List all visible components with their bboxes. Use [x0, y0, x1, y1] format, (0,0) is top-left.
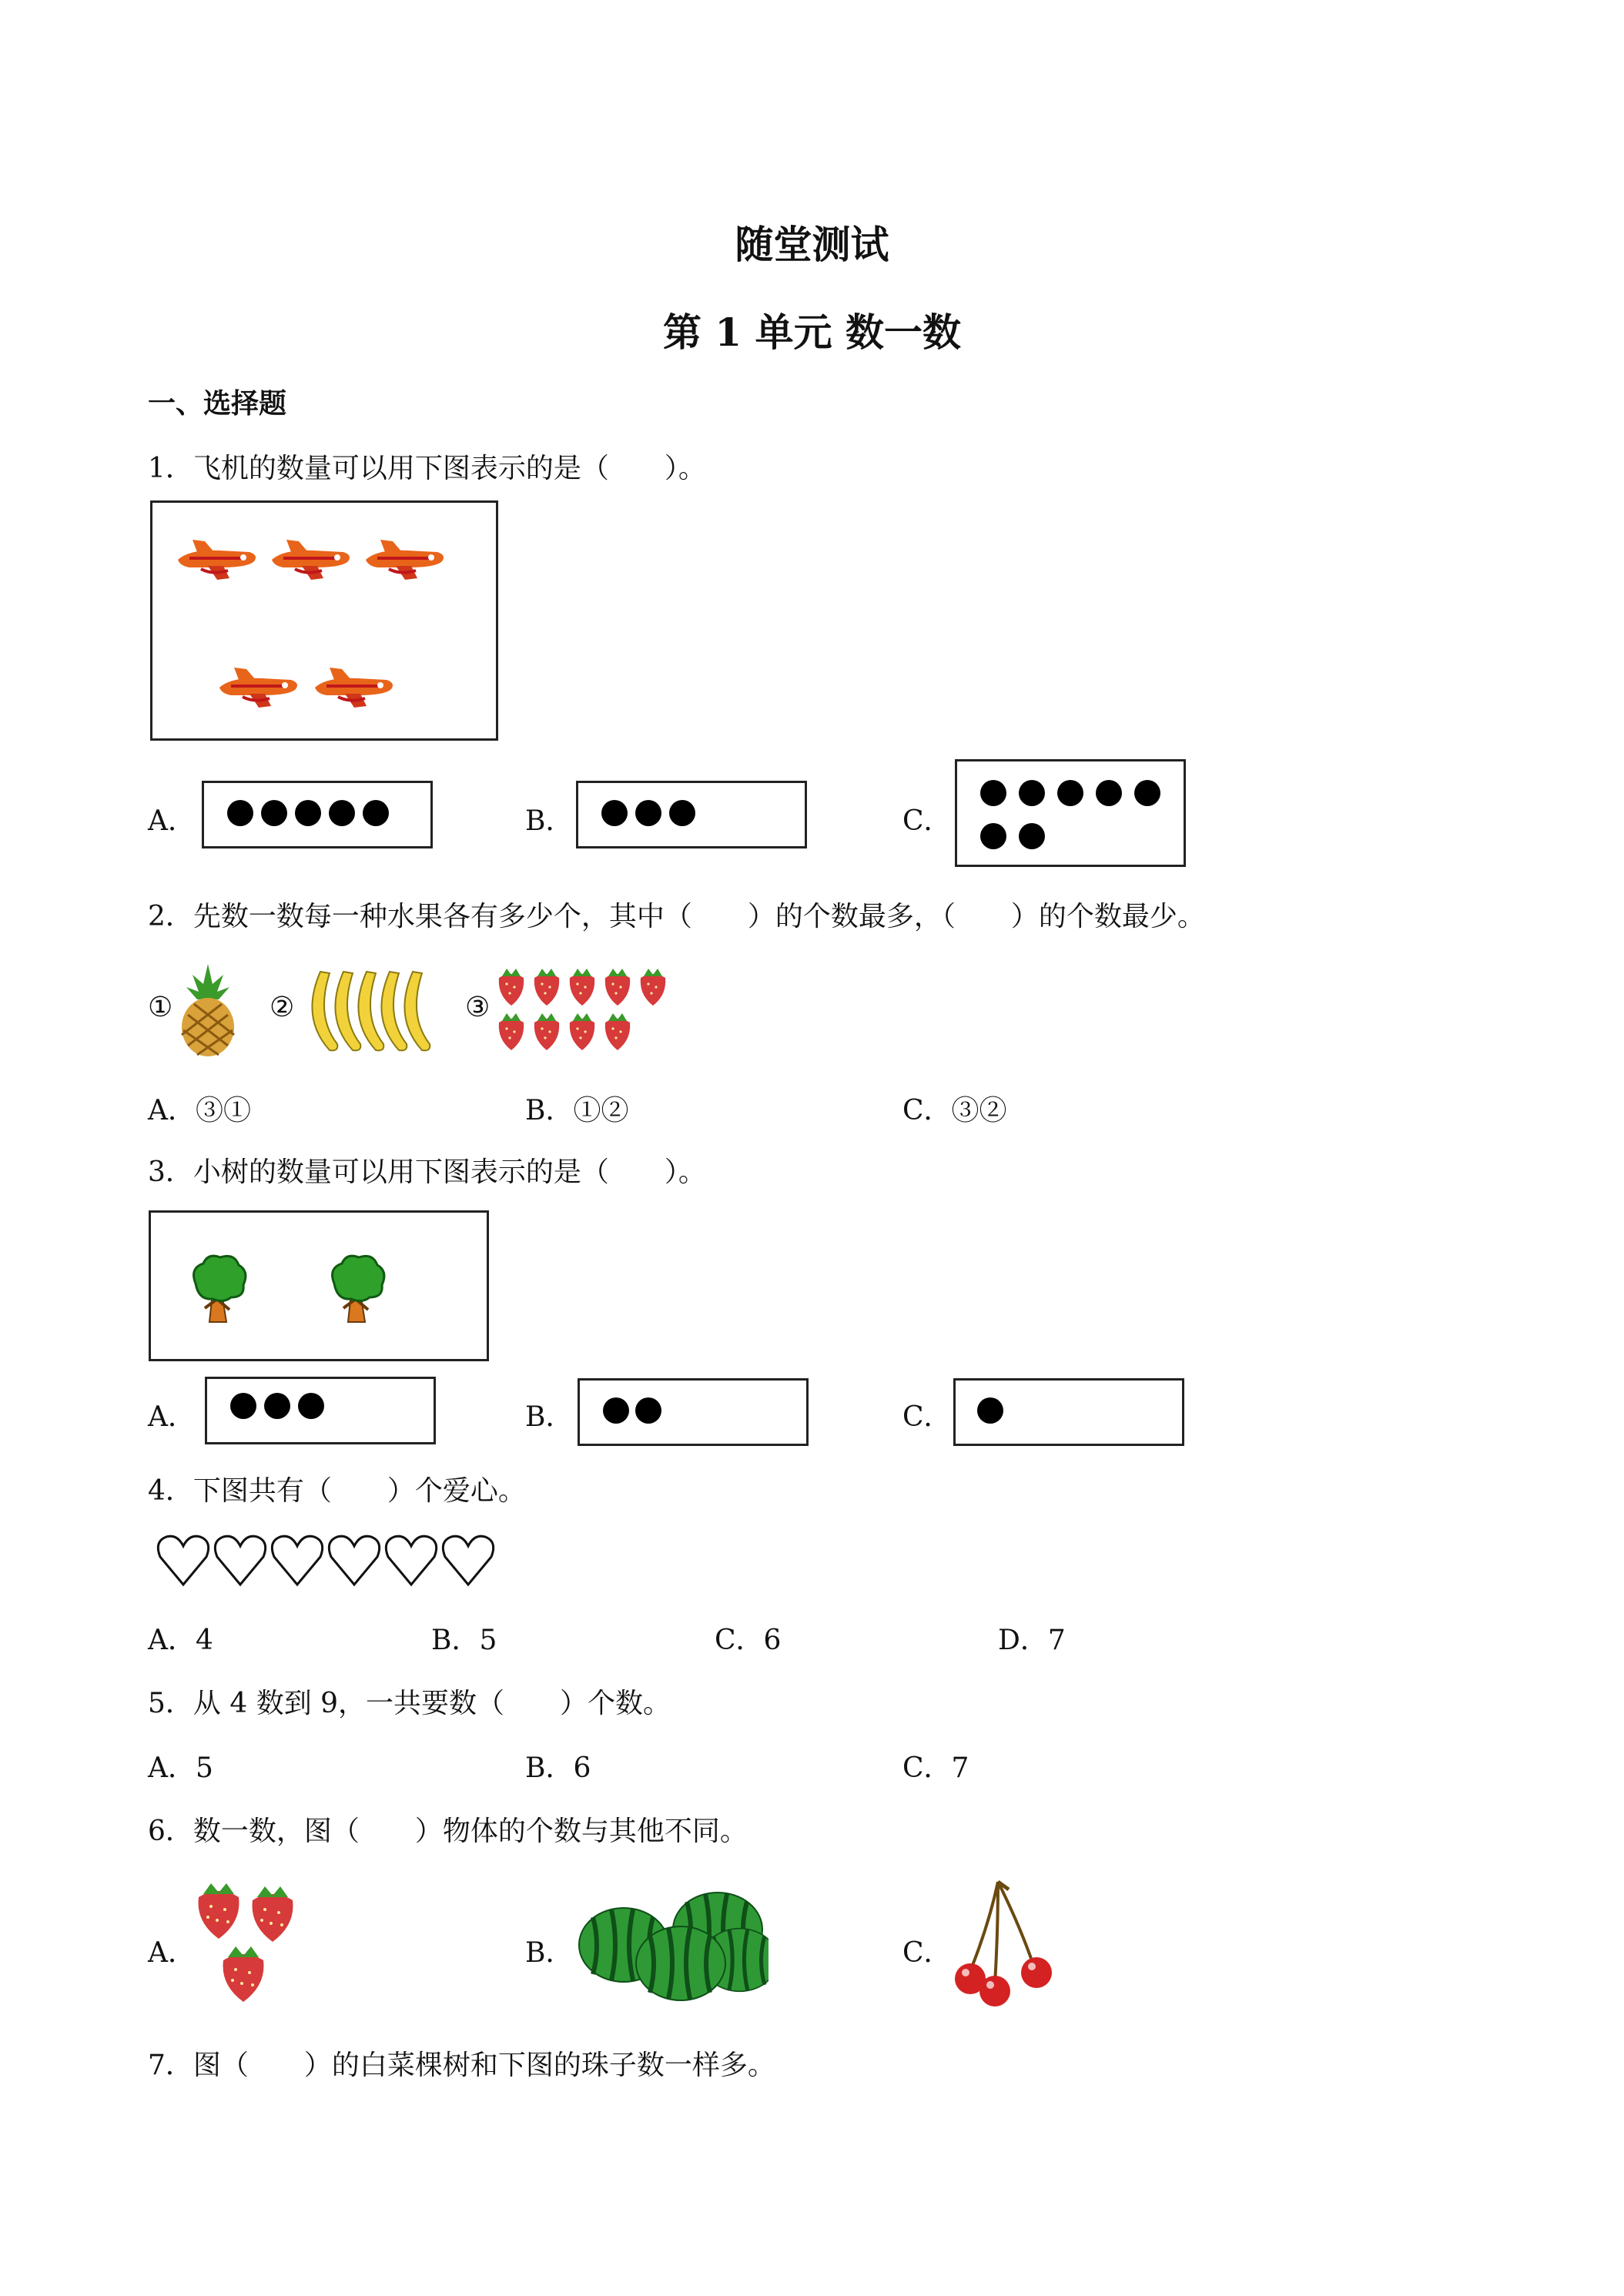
cherry-icon — [979, 1976, 1010, 2006]
q6-option-c-label[interactable]: C． — [902, 1937, 952, 1969]
question-1-text: 1．飞机的数量可以用下图表示的是（ ）。 — [148, 453, 706, 484]
q3-option-c-label[interactable]: C． — [902, 1401, 952, 1433]
dot — [264, 1393, 290, 1419]
question-2-text: 2．先数一数每一种水果各有多少个，其中（ ）的个数最多，（ ）的个数最少。 — [148, 901, 1205, 932]
q6-watermelons-icon[interactable] — [576, 1888, 768, 2003]
q1-option-c-dots[interactable] — [955, 759, 1186, 867]
q1-option-b-label[interactable]: B． — [525, 805, 574, 837]
question-6-text: 6．数一数，图（ ）物体的个数与其他不同。 — [148, 1816, 748, 1847]
plane-icon — [315, 668, 393, 708]
q4-option-c[interactable]: C．6 — [715, 1625, 782, 1656]
q3-option-a-dots[interactable] — [205, 1377, 436, 1444]
question-4-text: 4．下图共有（ ）个爱心。 — [148, 1475, 526, 1507]
dot — [1096, 780, 1122, 806]
q5-option-b[interactable]: B．6 — [525, 1752, 591, 1784]
q4-option-d[interactable]: D．7 — [998, 1625, 1066, 1656]
q3-option-a-label[interactable]: A． — [148, 1401, 196, 1433]
banana-icon — [312, 972, 337, 1050]
q3-option-c-dots[interactable] — [953, 1378, 1184, 1446]
fruit-marker-1: ① — [148, 992, 173, 1023]
tree-icon — [333, 1256, 384, 1322]
q1-planes-figure — [150, 500, 498, 741]
question-5-text: 5．从 4 数到 9，一共要数（ ）个数。 — [148, 1688, 671, 1719]
hearts-figure — [154, 1532, 501, 1588]
q3-option-b-label[interactable]: B． — [525, 1401, 574, 1433]
heart-icon — [215, 1536, 265, 1585]
q1-option-c-label[interactable]: C． — [902, 805, 952, 837]
dot — [261, 800, 287, 826]
q6-option-a-label[interactable]: A． — [148, 1937, 196, 1969]
plane-icon — [219, 668, 297, 708]
q3-trees-figure — [149, 1210, 489, 1361]
plane-icon — [178, 540, 256, 580]
question-7-text: 7．图（ ）的白菜棵树和下图的珠子数一样多。 — [148, 2050, 775, 2081]
q1-option-b-dots[interactable] — [576, 781, 807, 848]
dot — [1057, 780, 1083, 806]
dot — [977, 1397, 1003, 1424]
heart-icon — [272, 1536, 322, 1585]
dot — [329, 800, 355, 826]
fruit-marker-3: ③ — [465, 992, 491, 1023]
unit-title: 第 1 单元 数一数 — [662, 310, 961, 355]
dot — [1134, 780, 1160, 806]
heart-icon — [443, 1536, 493, 1585]
dot — [230, 1393, 256, 1419]
dot — [295, 800, 321, 826]
q2-option-b[interactable]: B．①② — [525, 1095, 629, 1126]
tree-icon — [194, 1256, 246, 1322]
q1-option-a-label[interactable]: A． — [148, 805, 196, 837]
bananas-icon — [299, 964, 444, 1055]
dot — [669, 800, 695, 826]
q1-option-a-dots[interactable] — [202, 781, 433, 848]
heart-icon — [158, 1536, 208, 1585]
fruit-marker-2: ② — [270, 992, 295, 1023]
banana-icon — [335, 972, 360, 1050]
q2-option-a[interactable]: A．③① — [148, 1095, 251, 1126]
q6-cherries-icon[interactable] — [950, 1879, 1066, 2010]
q6-option-b-label[interactable]: B． — [525, 1937, 574, 1969]
q5-option-c[interactable]: C．7 — [902, 1752, 969, 1784]
dot — [1019, 823, 1045, 849]
q4-option-b[interactable]: B．5 — [431, 1625, 497, 1656]
cherry-icon — [1021, 1957, 1052, 1988]
dot — [601, 800, 628, 826]
q4-option-a[interactable]: A．4 — [148, 1625, 213, 1656]
dot — [980, 823, 1006, 849]
strawberries-icon — [493, 964, 678, 1056]
dot — [363, 800, 389, 826]
heart-icon — [386, 1536, 436, 1585]
q1-planes-drawing — [152, 503, 496, 738]
plane-icon — [366, 540, 444, 580]
section-heading: 一、选择题 — [148, 387, 287, 420]
banana-icon — [381, 972, 407, 1050]
q2-option-c[interactable]: C．③② — [902, 1095, 1007, 1126]
dot — [603, 1397, 629, 1424]
dot — [980, 780, 1006, 806]
q6-strawberries-icon[interactable] — [193, 1877, 300, 2008]
heart-icon — [329, 1536, 379, 1585]
question-3-text: 3．小树的数量可以用下图表示的是（ ）。 — [148, 1156, 706, 1188]
dot — [635, 800, 661, 826]
banana-icon — [404, 972, 430, 1050]
pineapple-icon — [176, 961, 240, 1058]
q3-trees-drawing — [151, 1213, 487, 1359]
dot — [635, 1397, 661, 1424]
banana-icon — [358, 972, 383, 1050]
q5-option-a[interactable]: A．5 — [148, 1752, 213, 1784]
plane-icon — [272, 540, 350, 580]
dot — [1019, 780, 1045, 806]
page-title: 随堂测试 — [735, 222, 889, 267]
dot — [298, 1393, 324, 1419]
q3-option-b-dots[interactable] — [578, 1378, 809, 1446]
dot — [227, 800, 253, 826]
